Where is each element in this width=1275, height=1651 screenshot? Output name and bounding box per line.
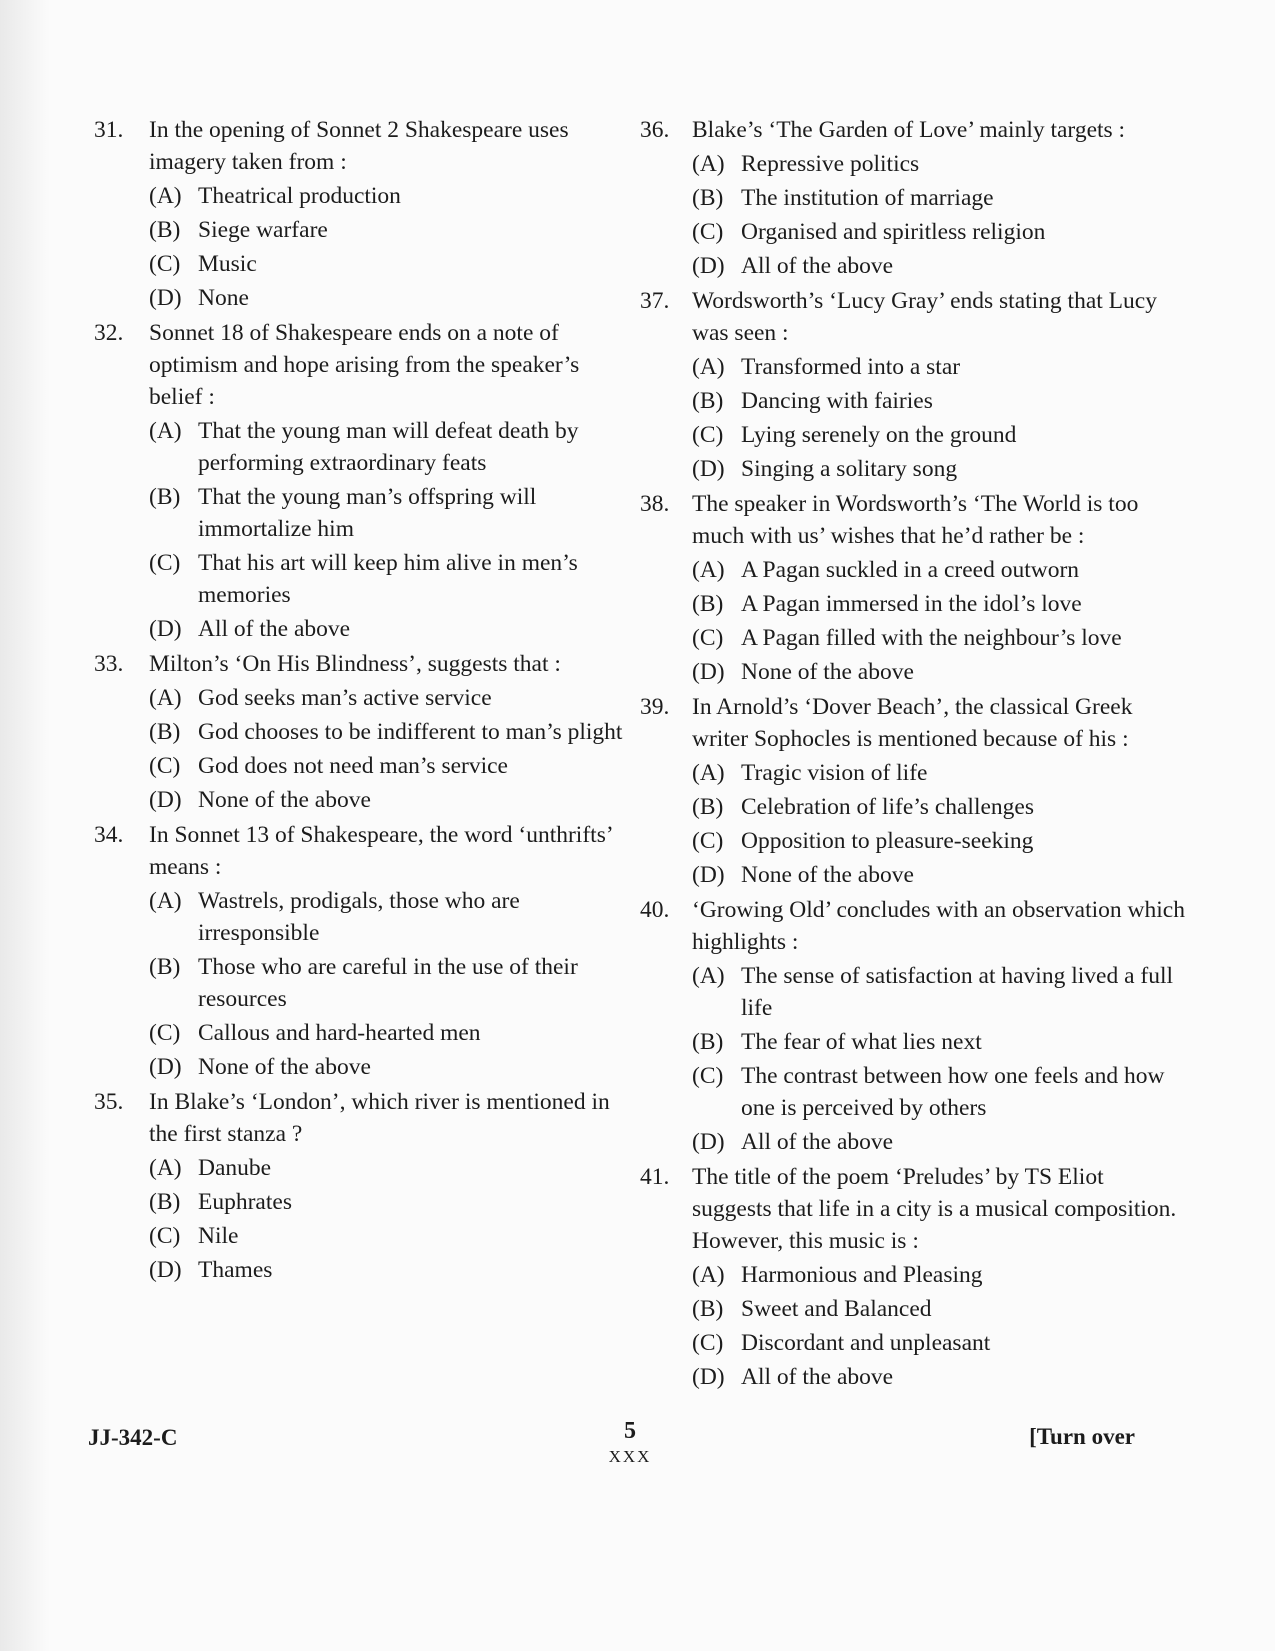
option-letter: (D): [692, 1129, 725, 1155]
option-text: Thames: [198, 1257, 273, 1283]
question-stem: [94, 648, 634, 680]
question-text: In Arnold’s ‘Dover Beach’, the classical Greek writer Sophocles is mentioned because of his :: [692, 694, 1133, 752]
option-text: Theatrical production: [198, 183, 401, 209]
option-text: None: [198, 285, 249, 311]
answer-option: [640, 1060, 1185, 1124]
question-stem: [640, 114, 1185, 146]
answer-option: [640, 216, 1185, 248]
answer-option: [94, 784, 634, 816]
option-list: [94, 885, 634, 1083]
question-number: 39.: [640, 694, 670, 720]
option-letter: (D): [692, 862, 725, 888]
option-letter: (A): [149, 685, 182, 711]
option-text: Those who are careful in the use of their resources: [198, 954, 578, 1012]
option-text: God does not need man’s service: [198, 753, 508, 779]
option-text: All of the above: [198, 616, 351, 642]
option-letter: (B): [149, 954, 181, 980]
question-text: Sonnet 18 of Shakespeare ends on a note of optimism and hope arising from the speaker’s belief :: [149, 320, 580, 410]
left-column: [94, 114, 634, 1289]
option-text: A Pagan immersed in the idol’s love: [741, 591, 1082, 617]
question-text: The title of the poem ‘Preludes’ by TS Eliot suggests that life in a city is a musical composition. However, this music is :: [692, 1164, 1177, 1254]
option-letter: (A): [149, 418, 182, 444]
option-text: Lying serenely on the ground: [741, 422, 1017, 448]
option-letter: (C): [149, 1020, 181, 1046]
option-letter: (D): [149, 285, 182, 311]
answer-option: [640, 825, 1185, 857]
question-text: In Blake’s ‘London’, which river is mentioned in the first stanza ?: [149, 1089, 610, 1147]
answer-option: [94, 613, 634, 645]
question-stem: [640, 285, 1185, 349]
answer-option: [640, 622, 1185, 654]
option-text: Euphrates: [198, 1189, 292, 1215]
question-number: 36.: [640, 117, 670, 143]
answer-option: [94, 716, 634, 748]
turn-over-note: [Turn over: [1029, 1424, 1135, 1449]
answer-option: [640, 656, 1185, 688]
option-letter: (D): [149, 1257, 182, 1283]
option-letter: (C): [692, 625, 724, 651]
question-text: The speaker in Wordsworth’s ‘The World is too much with us’ wishes that he’d rather be :: [692, 491, 1139, 549]
answer-option: [640, 1361, 1185, 1393]
option-letter: (B): [692, 1029, 724, 1055]
option-letter: (B): [692, 185, 724, 211]
question: [640, 691, 1185, 891]
option-text: Danube: [198, 1155, 272, 1181]
option-letter: (A): [149, 1155, 182, 1181]
option-letter: (B): [692, 591, 724, 617]
question-number: 32.: [94, 320, 124, 346]
question-stem: [94, 819, 634, 883]
question-text: In Sonnet 13 of Shakespeare, the word ‘unthrifts’ means :: [149, 822, 612, 880]
binding-shadow: [0, 0, 50, 1651]
page-mark: XXX: [608, 1447, 652, 1466]
answer-option: [640, 960, 1185, 1024]
option-letter: (C): [149, 753, 181, 779]
option-letter: (C): [692, 219, 724, 245]
option-letter: (A): [692, 760, 725, 786]
option-text: Dancing with fairies: [741, 388, 933, 414]
question-stem: [640, 488, 1185, 552]
option-list: [640, 757, 1185, 891]
option-list: [640, 148, 1185, 282]
option-text: Nile: [198, 1223, 239, 1249]
answer-option: [94, 682, 634, 714]
answer-option: [640, 250, 1185, 282]
question: [640, 488, 1185, 688]
option-text: Discordant and unpleasant: [741, 1330, 991, 1356]
answer-option: [94, 282, 634, 314]
answer-option: [640, 148, 1185, 180]
option-letter: (A): [692, 1262, 725, 1288]
option-letter: (B): [149, 1189, 181, 1215]
answer-option: [94, 180, 634, 212]
question-number: 35.: [94, 1089, 124, 1115]
option-text: All of the above: [741, 253, 894, 279]
option-list: [640, 960, 1185, 1158]
option-text: Opposition to pleasure-seeking: [741, 828, 1034, 854]
answer-option: [94, 547, 634, 611]
answer-option: [94, 885, 634, 949]
option-text: None of the above: [741, 659, 914, 685]
option-text: That his art will keep him alive in men’s memories: [198, 550, 578, 608]
answer-option: [94, 1152, 634, 1184]
option-text: The fear of what lies next: [741, 1029, 982, 1055]
answer-option: [640, 419, 1185, 451]
option-text: The institution of marriage: [741, 185, 994, 211]
option-list: [94, 180, 634, 314]
option-letter: (B): [149, 484, 181, 510]
option-letter: (A): [692, 963, 725, 989]
option-list: [94, 1152, 634, 1286]
option-letter: (D): [692, 456, 725, 482]
answer-option: [640, 554, 1185, 586]
paper-code: JJ-342-C: [88, 1425, 178, 1450]
option-text: Callous and hard-hearted men: [198, 1020, 481, 1046]
option-letter: (A): [692, 151, 725, 177]
question-text: Wordsworth’s ‘Lucy Gray’ ends stating that Lucy was seen :: [692, 288, 1157, 346]
question: [640, 285, 1185, 485]
option-text: The contrast between how one feels and how one is perceived by others: [741, 1063, 1165, 1121]
option-letter: (D): [149, 787, 182, 813]
option-text: Siege warfare: [198, 217, 328, 243]
option-letter: (A): [149, 183, 182, 209]
question: [94, 1086, 634, 1286]
option-text: None of the above: [198, 787, 371, 813]
answer-option: [640, 453, 1185, 485]
answer-option: [640, 182, 1185, 214]
option-text: Repressive politics: [741, 151, 920, 177]
option-letter: (D): [692, 659, 725, 685]
option-text: None of the above: [198, 1054, 371, 1080]
option-text: Wastrels, prodigals, those who are irresponsible: [198, 888, 520, 946]
question-text: In the opening of Sonnet 2 Shakespeare uses imagery taken from :: [149, 117, 569, 175]
answer-option: [94, 1017, 634, 1049]
answer-option: [640, 1126, 1185, 1158]
option-text: Celebration of life’s challenges: [741, 794, 1034, 820]
option-text: The sense of satisfaction at having lived a full life: [741, 963, 1174, 1021]
answer-option: [640, 1293, 1185, 1325]
option-letter: (C): [692, 828, 724, 854]
answer-option: [640, 385, 1185, 417]
question-number: 38.: [640, 491, 670, 517]
question: [94, 648, 634, 816]
answer-option: [640, 1259, 1185, 1291]
option-letter: (C): [149, 251, 181, 277]
page-number: 5: [624, 1418, 636, 1444]
option-text: God seeks man’s active service: [198, 685, 492, 711]
question-stem: [94, 1086, 634, 1150]
answer-option: [640, 791, 1185, 823]
question-stem: [640, 1161, 1185, 1257]
question-stem: [640, 691, 1185, 755]
option-text: That the young man’s offspring will immortalize him: [198, 484, 537, 542]
answer-option: [94, 951, 634, 1015]
answer-option: [640, 859, 1185, 891]
question-stem: [94, 114, 634, 178]
question-number: 37.: [640, 288, 670, 314]
answer-option: [94, 1051, 634, 1083]
answer-option: [640, 1026, 1185, 1058]
answer-option: [94, 415, 634, 479]
question-number: 41.: [640, 1164, 670, 1190]
question-number: 31.: [94, 117, 124, 143]
question-stem: [640, 894, 1185, 958]
answer-option: [94, 248, 634, 280]
option-text: Sweet and Balanced: [741, 1296, 932, 1322]
option-list: [640, 1259, 1185, 1393]
option-text: Music: [198, 251, 257, 277]
question-number: 40.: [640, 897, 670, 923]
option-text: Singing a solitary song: [741, 456, 958, 482]
option-letter: (D): [692, 1364, 725, 1390]
option-text: That the young man will defeat death by performing extraordinary feats: [198, 418, 579, 476]
option-list: [94, 415, 634, 645]
option-text: All of the above: [741, 1364, 894, 1390]
question: [640, 1161, 1185, 1393]
option-letter: (B): [149, 719, 181, 745]
option-text: Organised and spiritless religion: [741, 219, 1046, 245]
answer-option: [94, 481, 634, 545]
answer-option: [94, 1254, 634, 1286]
option-letter: (B): [692, 1296, 724, 1322]
option-letter: (B): [149, 217, 181, 243]
option-text: God chooses to be indifferent to man’s plight: [198, 719, 623, 745]
option-letter: (B): [692, 388, 724, 414]
answer-option: [640, 351, 1185, 383]
option-list: [640, 351, 1185, 485]
option-letter: (D): [692, 253, 725, 279]
answer-option: [94, 1220, 634, 1252]
option-letter: (C): [692, 1063, 724, 1089]
answer-option: [640, 1327, 1185, 1359]
answer-option: [94, 750, 634, 782]
option-letter: (B): [692, 794, 724, 820]
option-text: Tragic vision of life: [741, 760, 928, 786]
question: [640, 114, 1185, 282]
option-letter: (C): [692, 1330, 724, 1356]
option-text: Harmonious and Pleasing: [741, 1262, 983, 1288]
answer-option: [640, 588, 1185, 620]
question-text: ‘Growing Old’ concludes with an observation which highlights :: [692, 897, 1185, 955]
question-number: 34.: [94, 822, 124, 848]
question-stem: [94, 317, 634, 413]
question-text: Blake’s ‘The Garden of Love’ mainly targets :: [692, 117, 1126, 143]
option-text: A Pagan suckled in a creed outworn: [741, 557, 1080, 583]
option-letter: (A): [692, 557, 725, 583]
right-column: [640, 114, 1185, 1396]
answer-option: [94, 1186, 634, 1218]
question: [94, 114, 634, 314]
option-text: None of the above: [741, 862, 914, 888]
option-text: Transformed into a star: [741, 354, 961, 380]
question: [640, 894, 1185, 1158]
option-letter: (C): [149, 550, 181, 576]
option-list: [640, 554, 1185, 688]
question-number: 33.: [94, 651, 124, 677]
question-text: Milton’s ‘On His Blindness’, suggests that :: [149, 651, 561, 677]
option-list: [94, 682, 634, 816]
option-text: All of the above: [741, 1129, 894, 1155]
option-letter: (A): [692, 354, 725, 380]
option-letter: (C): [692, 422, 724, 448]
option-letter: (C): [149, 1223, 181, 1249]
question: [94, 317, 634, 645]
answer-option: [640, 757, 1185, 789]
option-letter: (D): [149, 616, 182, 642]
option-text: A Pagan filled with the neighbour’s love: [741, 625, 1122, 651]
answer-option: [94, 214, 634, 246]
question: [94, 819, 634, 1083]
option-letter: (A): [149, 888, 182, 914]
option-letter: (D): [149, 1054, 182, 1080]
